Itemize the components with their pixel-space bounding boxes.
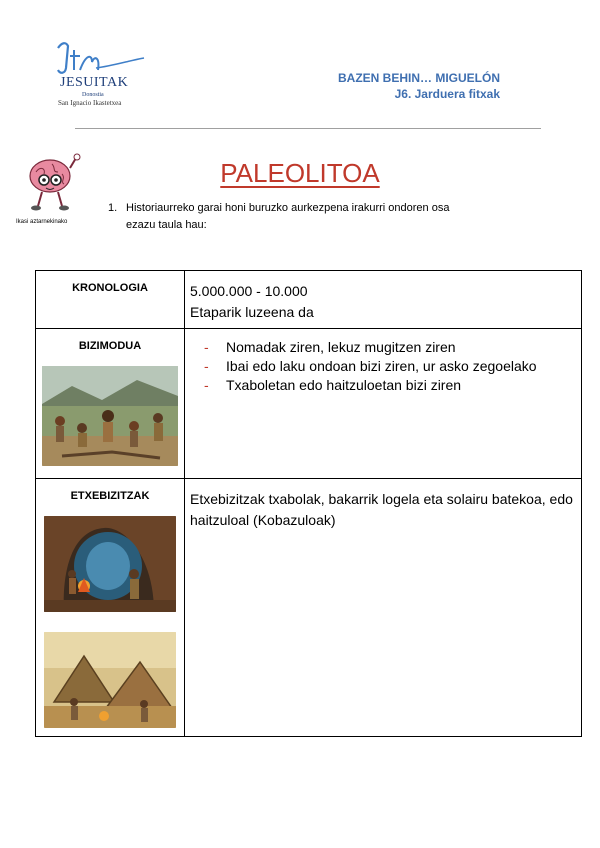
- value-line: 5.000.000 - 10.000: [190, 283, 308, 299]
- row-value: Etxebizitzak txabolak, bakarrik logela eta solairu batekoa, edo haitzuloal (Kobazuloak): [185, 479, 582, 737]
- header-subtitle: J6. Jarduera fitxak: [394, 87, 500, 101]
- row-label: ETXEBIZITZAK: [70, 490, 150, 502]
- logo-subtitle: Donostia: [82, 92, 104, 98]
- instruction: [108, 200, 528, 234]
- row-label: KRONOLOGIA: [36, 271, 185, 329]
- cave-illustration: [44, 516, 176, 612]
- table-row: [36, 271, 582, 329]
- jesuit-logo-icon: [52, 40, 152, 80]
- instruction-number: 1.: [108, 202, 118, 214]
- worksheet-table: [35, 270, 582, 737]
- value-line: Etaparik luzeena da: [190, 304, 314, 320]
- list-item: - Ibai edo laku ondoan bizi ziren, ur asko zegoelako: [204, 356, 576, 377]
- instruction-line-2: ezazu taula hau:: [126, 219, 207, 231]
- logo-school-name: San Ignacio Ikastetxea: [58, 99, 122, 107]
- list-item: - Txaboletan edo haitzuloetan bizi ziren: [204, 375, 576, 396]
- shelter-illustration: [44, 632, 176, 728]
- row-label-cell: [36, 479, 185, 737]
- header-title: BAZEN BEHIN… MIGUELÓN: [338, 71, 500, 85]
- row-label-cell: [36, 329, 185, 479]
- school-logo: [52, 40, 152, 110]
- row-value: [185, 271, 582, 329]
- row-value: [185, 329, 582, 479]
- mascot-label: Ikasi aztarnekinako: [16, 219, 68, 225]
- lifestyle-list: [190, 337, 576, 396]
- page-title: PALEOLITOA: [220, 158, 380, 188]
- logo-brand: JESUITAK: [60, 75, 129, 90]
- table-row: [36, 329, 582, 479]
- instruction-line-1: Historiaurreko garai honi buruzko aurkezpena irakurri ondoren osa: [126, 202, 450, 214]
- activity-header: [338, 70, 500, 102]
- header-divider: [75, 128, 541, 129]
- row-label: BIZIMODUA: [78, 340, 142, 352]
- nomads-illustration: [42, 366, 178, 466]
- table-row: [36, 479, 582, 737]
- list-item: - Nomadak ziren, lekuz mugitzen ziren: [204, 337, 576, 358]
